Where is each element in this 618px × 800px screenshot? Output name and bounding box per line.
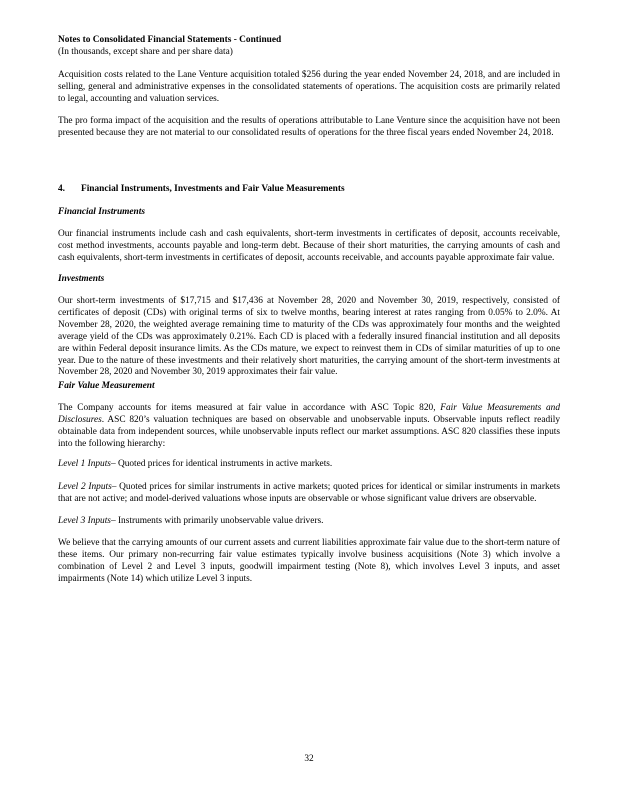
paragraph-fair-value-conclusion: We believe that the carrying amounts of our current assets and current liabilities approximate fair value due to the short-term nature of these items. Our primary non-recurring fair value estimates typically involve business acquisitions (Note 3) which involve a combination of Level 2 and Level 3 inputs, goodwill impairment testing (Note 8), which involves Level 3 inputs, and asset impairments (Note 14) which utilize Level 3 inputs. bbox=[58, 538, 560, 584]
section-heading bbox=[58, 184, 560, 196]
level-text: – Quoted prices for identical instruments in active markets. bbox=[110, 459, 333, 469]
level-label: Level 2 Inputs bbox=[58, 482, 112, 492]
level-label: Level 3 Inputs bbox=[58, 516, 111, 526]
subheading-investments: Investments bbox=[58, 274, 105, 284]
level-label: Level 1 Inputs bbox=[58, 459, 111, 469]
intro-standard-title: Fair Value Measurements and Disclosures bbox=[58, 403, 560, 425]
level-text: – Quoted prices for similar instruments in active markets; quoted prices for identical or similar instruments in markets that are not active; and model-derived valuations whose inputs are observable or whose significant value drivers are observable. bbox=[58, 482, 560, 504]
intro-text-cont: . ASC 820’s valuation techniques are based on observable and unobservable inputs. Observable inputs reflect readily obtainable data from independent sources, while unobservable inputs reflect our market assumptions. ASC 820 classifies these inputs into the following hierarchy: bbox=[58, 414, 560, 449]
section-title: Financial Instruments, Investments and Fair Value Measurements bbox=[81, 184, 345, 194]
subheading-financial-instruments: Financial Instruments bbox=[58, 207, 145, 217]
paragraph-acquisition-costs: Acquisition costs related to the Lane Venture acquisition totaled $256 during the year ended November 24, 2018, and are included in selling, general and administrative expenses in the consolidated statements of operations. The acquisition costs are primarily related to legal, accounting and valuation services. bbox=[58, 70, 560, 104]
paragraph-pro-forma: The pro forma impact of the acquisition and the results of operations attributable to Lane Venture since the acquisition have not been presented because they are not material to our consolidated results of operations for the three fiscal years ended November 24, 2018. bbox=[58, 116, 560, 138]
section-number: 4. bbox=[58, 184, 66, 194]
paragraph-financial-instruments: Our financial instruments include cash and cash equivalents, short-term investments in certificates of deposit, accounts receivable, cost method investments, accounts payable and long-term debt. Because of their short maturities, the carrying amounts of cash and cash equivalents, short-term investments in certificates of deposit, accounts receivable, and accounts payable approximate fair value. bbox=[58, 229, 560, 263]
intro-text: The Company accounts for items measured at fair value in accordance with ASC Topic 820, bbox=[58, 403, 441, 413]
page-subtitle: (In thousands, except share and per share data) bbox=[58, 47, 233, 57]
page-title: Notes to Consolidated Financial Statements - Continued bbox=[58, 35, 282, 45]
level-1-item bbox=[58, 459, 560, 471]
subheading-fair-value: Fair Value Measurement bbox=[58, 381, 155, 391]
paragraph-fair-value-intro bbox=[58, 403, 560, 451]
paragraph-investments: Our short-term investments of $17,715 and $17,436 at November 28, 2020 and November 30, 2019, respectively, consisted of certificates of deposit (CDs) with original terms of six to twelve months, bearing interest at rates ranging from 0.05% to 2.0%. At November 28, 2020, the weighted average remaining time to maturity of the CDs was approximately four months and the weighted average yield of the CDs was approximately 0.21%. Each CD is placed with a federally insured financial institution and all deposits are within Federal deposit insurance limits. As the CDs mature, we expect to reinvest them in CDs of similar maturities of up to one year. Due to the nature of these investments and their relatively short maturities, the carrying amount of the short-term investments at November 28, 2020 and November 30, 2019 approximates their fair value. bbox=[58, 296, 560, 378]
level-text: – Instruments with primarily unobservable value drivers. bbox=[110, 516, 324, 526]
page-number: 32 bbox=[304, 754, 314, 764]
level-3-item bbox=[58, 516, 560, 528]
level-2-item bbox=[58, 482, 560, 506]
